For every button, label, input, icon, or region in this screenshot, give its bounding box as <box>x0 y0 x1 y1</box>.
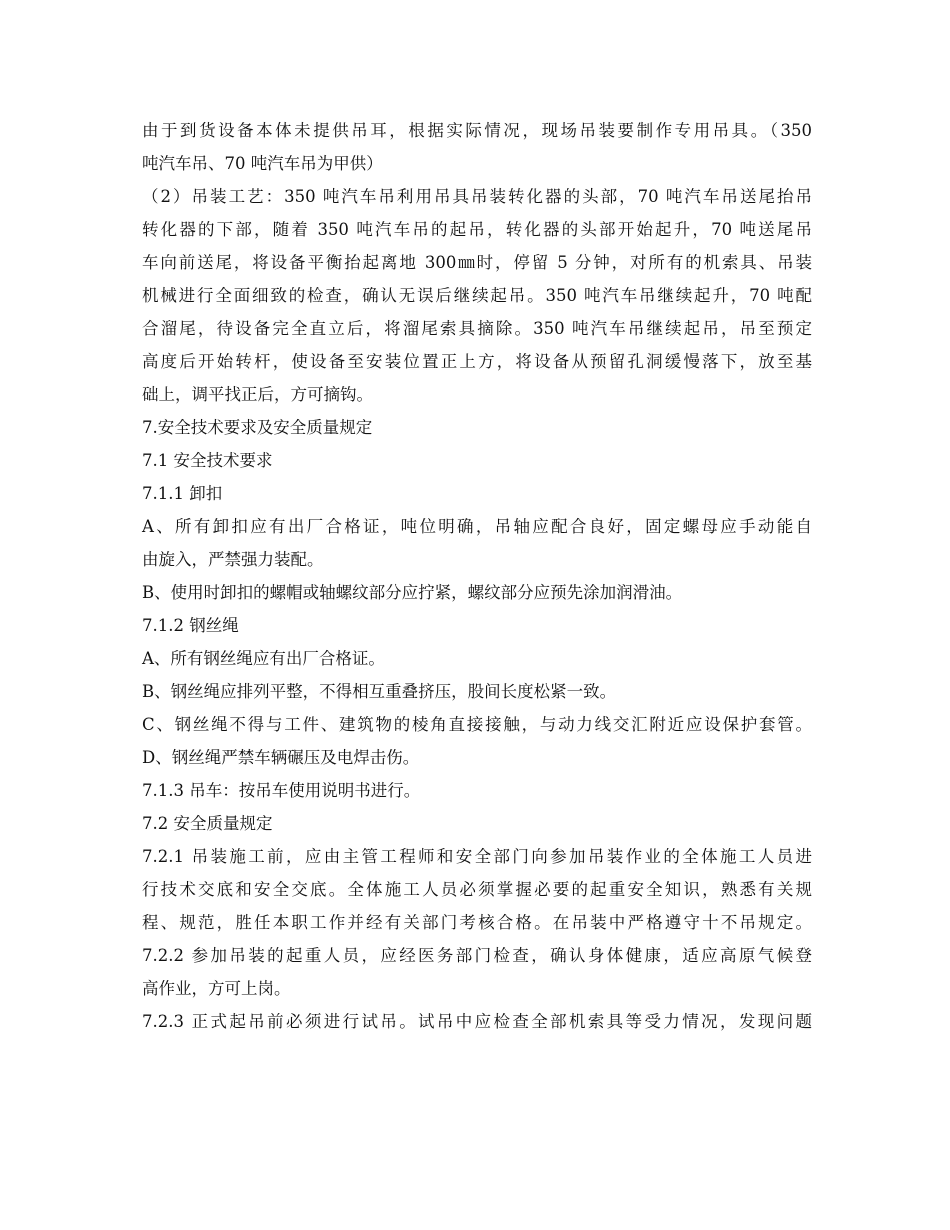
paragraph-line: 程、规范，胜任本职工作并经有关部门考核合格。在吊装中严格遵守十不吊规定。 <box>142 913 812 932</box>
paragraph-line: 行技术交底和安全交底。全体施工人员必须掌握必要的起重安全知识，熟悉有关规 <box>142 880 812 899</box>
paragraph-line: （2）吊装工艺：350 吨汽车吊利用吊具吊装转化器的头部，70 吨汽车吊送尾抬吊 <box>142 187 812 206</box>
paragraph-line: A、所有卸扣应有出厂合格证，吨位明确，吊轴应配合良好，固定螺母应手动能自 <box>142 517 812 536</box>
paragraph-line: 高度后开始转杆，使设备至安装位置正上方，将设备从预留孔洞缓慢落下，放至基 <box>142 352 812 371</box>
paragraph-line: 机械进行全面细致的检查，确认无误后继续起吊。350 吨汽车吊继续起升，70 吨配 <box>142 286 812 305</box>
paragraph-line: 由旋入，严禁强力装配。 <box>142 550 324 569</box>
subsubsection-heading: 7.1.1 卸扣 <box>142 484 223 503</box>
subsection-heading: 7.1 安全技术要求 <box>142 451 273 470</box>
paragraph-line: 7.2.1 吊装施工前，应由主管工程师和安全部门向参加吊装作业的全体施工人员进 <box>142 847 812 866</box>
section-heading: 7.安全技术要求及安全质量规定 <box>142 418 373 437</box>
paragraph-line: B、钢丝绳应排列平整，不得相互重叠挤压，股间长度松紧一致。 <box>142 682 617 701</box>
paragraph-line: 7.2.2 参加吊装的起重人员，应经医务部门检查，确认身体健康，适应高原气候登 <box>142 946 812 965</box>
paragraph-line: 车向前送尾，将设备平衡抬起离地 300㎜时，停留 5 分钟，对所有的机索具、吊装 <box>142 253 812 272</box>
paragraph-line: 高作业，方可上岗。 <box>142 979 291 998</box>
subsubsection-heading: 7.1.2 钢丝绳 <box>142 616 239 635</box>
paragraph-line: 7.2.3 正式起吊前必须进行试吊。试吊中应检查全部机索具等受力情况，发现问题 <box>142 1012 812 1031</box>
paragraph-line: 合溜尾，待设备完全直立后，将溜尾索具摘除。350 吨汽车吊继续起吊，吊至预定 <box>142 319 812 338</box>
document-body <box>142 114 812 1038</box>
paragraph-line: 转化器的下部，随着 350 吨汽车吊的起吊，转化器的头部开始起升，70 吨送尾吊 <box>142 220 812 239</box>
subsection-heading: 7.2 安全质量规定 <box>142 814 273 833</box>
subsubsection-heading: 7.1.3 吊车：按吊车使用说明书进行。 <box>142 781 421 800</box>
paragraph-line: 吨汽车吊、70 吨汽车吊为甲供） <box>142 154 383 173</box>
paragraph-line: D、钢丝绳严禁车辆碾压及电焊击伤。 <box>142 748 420 767</box>
paragraph-line: B、使用时卸扣的螺帽或轴螺纹部分应拧紧，螺纹部分应预先涂加润滑油。 <box>142 583 683 602</box>
paragraph-line: 由于到货设备本体未提供吊耳，根据实际情况，现场吊装要制作专用吊具。（350 <box>142 121 812 140</box>
paragraph-line: 础上，调平找正后，方可摘钩。 <box>142 385 373 404</box>
paragraph-line: A、所有钢丝绳应有出厂合格证。 <box>142 649 385 668</box>
paragraph-line: C、钢丝绳不得与工件、建筑物的棱角直接接触，与动力线交汇附近应设保护套管。 <box>142 715 812 734</box>
